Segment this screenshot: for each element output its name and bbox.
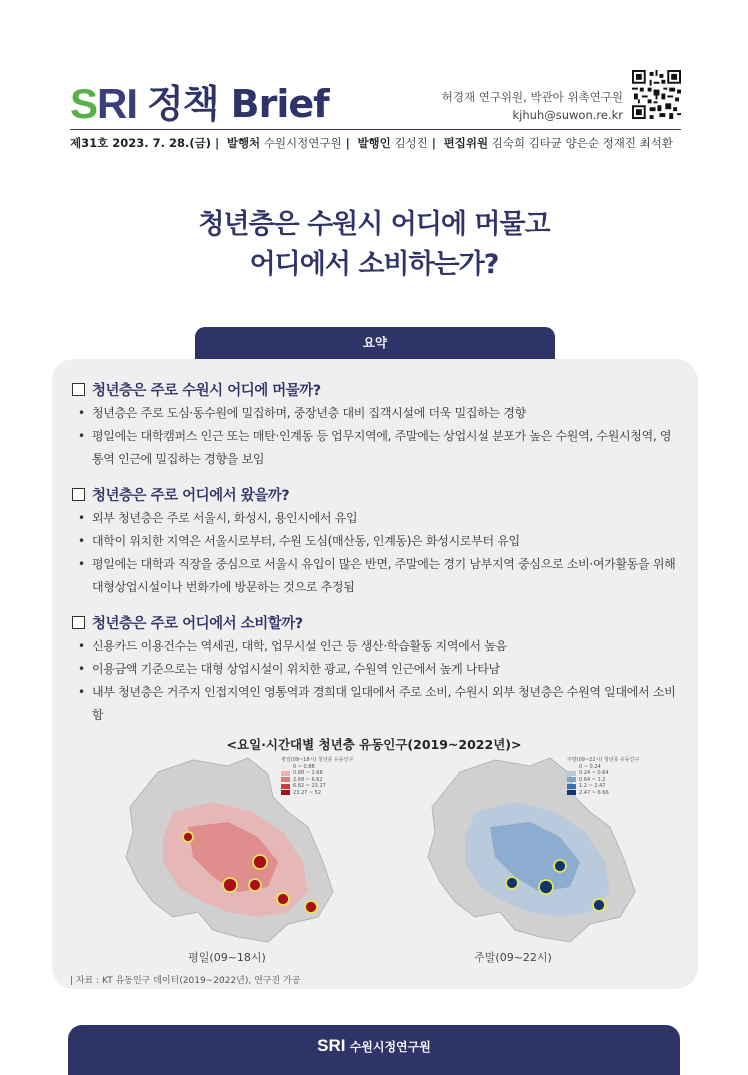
- section-1-bullets: [78, 402, 682, 471]
- checkbox-icon: [72, 383, 85, 396]
- weekday-label: 평일(09~18시): [188, 951, 266, 964]
- section-heading-3: 청년층은 주로 어디에서 소비할까?: [72, 612, 303, 633]
- list-item: • 대학이 위치한 지역은 서울시로부터, 수원 도심(매산동, 인계동)은 화성시로부터 유입: [78, 530, 682, 553]
- page-title: [0, 205, 748, 285]
- section-2-bullets: [78, 507, 682, 599]
- issue-number-date: 제31호 2023. 7. 28.(금): [70, 136, 211, 150]
- summary-tab: 요약: [195, 327, 555, 359]
- list-item: • 이용금액 기준으로는 대형 상업시설이 위치한 광교, 수원역 인근에서 높게 나타남: [78, 658, 682, 681]
- authors-block: [442, 88, 623, 124]
- issuer: 김성진: [394, 136, 428, 150]
- issue-info: 제31호 2023. 7. 28.(금) | 발행처 수원시정연구원 | 발행인 김성진 | 편집위원 김숙희 김타균 양은순 정재진 최석환: [70, 136, 673, 150]
- qr-code-icon[interactable]: [632, 70, 681, 119]
- list-item: • 외부 청년층은 주로 서울시, 화성시, 용인시에서 유입: [78, 507, 682, 530]
- section-3-bullets: [78, 635, 682, 727]
- publisher-label: 발행처: [226, 136, 261, 150]
- list-item: • 내부 청년층은 거주지 인접지역인 영통역과 경희대 일대에서 주로 소비, 수원시 외부 청년층은 수원역 일대에서 소비함: [78, 681, 682, 727]
- checkbox-icon: [72, 488, 85, 501]
- section-heading-2: 청년층은 주로 어디에서 왔을까?: [72, 484, 289, 505]
- title-line-1: 청년층은 수원시 어디에 머물고: [198, 209, 550, 240]
- title-line-2: 어디에서 소비하는가?: [249, 249, 499, 280]
- list-item: • 평일에는 대학과 직장을 중심으로 서울시 유입이 많은 반면, 주말에는 경기 남부지역 중심으로 소비·여가활동을 위해 대형상업시설이나 번화가에 방문하는 것으로 추정됨: [78, 553, 682, 599]
- checkbox-icon: [72, 616, 85, 629]
- author-email[interactable]: kjhuh@suwon.re.kr: [512, 108, 623, 122]
- section-heading-1: 청년층은 주로 수원시 어디에 머물까?: [72, 379, 321, 400]
- figure-caption: <요일·시간대별 청년층 유동인구(2019~2022년)>: [226, 737, 522, 752]
- authors-line: 허경재 연구위원, 박관아 위촉연구원: [441, 90, 623, 104]
- issuer-label: 발행인: [357, 136, 391, 150]
- footer-logo: [68, 1036, 680, 1056]
- list-item: • 평일에는 대학캠퍼스 인근 또는 매탄·인계동 등 업무지역에, 주말에는 상업시설 분포가 높은 수원역, 수원시청역, 영통역 인근에 밀집하는 경향을 보임: [78, 425, 682, 471]
- header-divider: [70, 129, 681, 130]
- list-item: • 신용카드 이용건수는 역세권, 대학, 업무시설 인근 등 생산·학습활동 지역에서 높음: [78, 635, 682, 658]
- brief-title: 정책 Brief: [147, 82, 329, 126]
- weekend-legend: 주말(09~22시) 청년층 유동인구 0 ~ 0.24 0.24 ~ 0.64 0.64 ~ 1.2 1.2 ~ 2.47 2.47 ~ 6.66: [567, 757, 640, 796]
- figure-source: | 자료 : KT 유동인구 데이터(2019~2022년), 연구진 가공: [70, 976, 301, 986]
- brief-logo: [70, 76, 329, 126]
- weekend-label: 주말(09~22시): [474, 951, 552, 964]
- editors: 김숙희 김타균 양은순 정재진 최석환: [491, 136, 673, 150]
- sri-logo: SRI: [70, 80, 138, 127]
- footer-bar: [68, 1025, 680, 1075]
- footer-sri-logo: SRI: [317, 1036, 346, 1055]
- list-item: • 청년층은 주로 도심·동수원에 밀집하며, 중장년층 대비 집객시설에 더욱 밀집하는 경향: [78, 402, 682, 425]
- publisher: 수원시정연구원: [263, 136, 342, 150]
- editors-label: 편집위원: [443, 136, 489, 150]
- footer-org-name: 수원시정연구원: [349, 1040, 431, 1054]
- weekday-legend: 평일(09~18시) 청년층 유동인구 0 ~ 0.88 0.88 ~ 2.68 2.68 ~ 6.62 6.62 ~ 23.27 23.27 ~ 52: [281, 757, 354, 796]
